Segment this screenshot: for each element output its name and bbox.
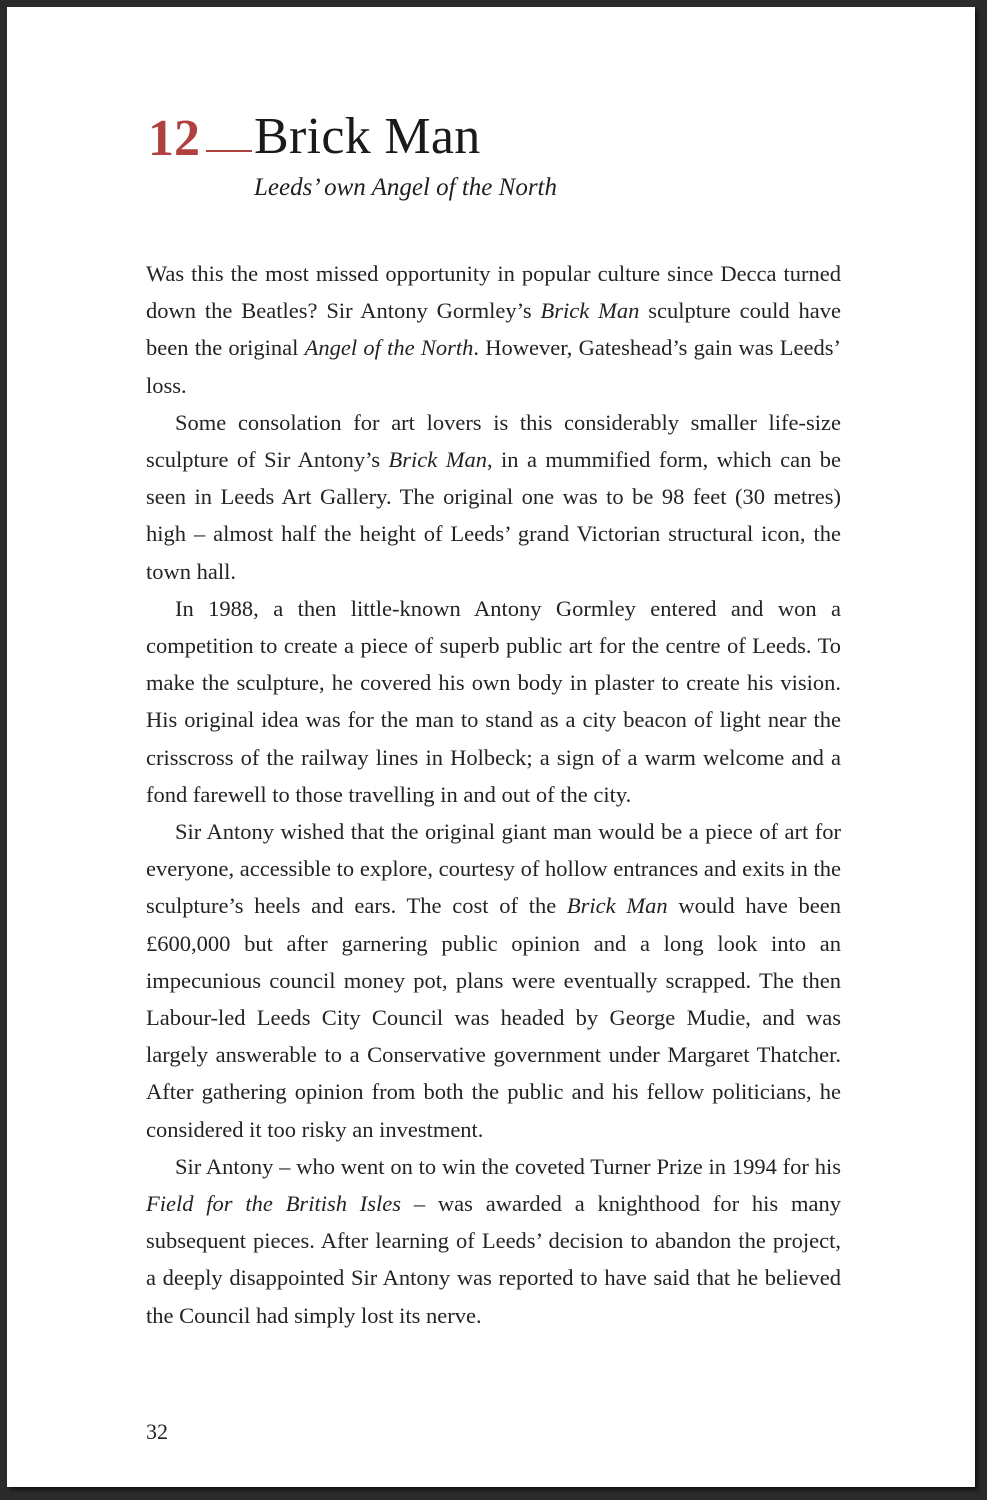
paragraph <box>146 1148 841 1334</box>
text-run: Sir Antony – who went on to win the coveted Turner Prize in 1994 for his <box>175 1153 841 1179</box>
italic-title-text: Brick Man <box>540 298 640 324</box>
text-run: Was this the most missed opportunity in popular culture since Decca turned down the Beatles? Sir Antony Gormley’s <box>146 261 841 324</box>
chapter-heading <box>148 105 848 215</box>
paragraph <box>146 255 841 404</box>
page-number: 32 <box>146 1419 168 1444</box>
text-run: . However, Gateshead’s gain was Leeds’ loss. <box>146 335 841 398</box>
chapter-rule-divider <box>206 150 252 152</box>
body-text <box>146 255 841 1334</box>
book-page <box>7 7 975 1487</box>
text-run: – was awarded a knighthood for his many subsequent pieces. After learning of Leeds’ decision to abandon the project, a deeply disappointed Sir Antony was reported to have said that he believed the Council had simply lost its nerve. <box>146 1191 841 1328</box>
italic-title-text: Angel of the North <box>304 335 474 361</box>
chapter-title: Brick Man <box>254 108 481 165</box>
text-run: would have been £600,000 but after garnering public opinion and a long look into an impecunious council money pot, plans were eventually scrapped. The then Labour-led Leeds City Council was headed by George Mudie, and was largely answerable to a Conservative government under Margaret Thatcher. After gathering opinion from both the public and his fellow politicians, he considered it too risky an investment. <box>146 893 842 1142</box>
italic-title-text: Brick Man <box>566 893 668 919</box>
paragraph <box>146 404 841 590</box>
chapter-number: 12 <box>148 110 200 167</box>
paragraph <box>146 590 841 813</box>
paragraph <box>146 813 841 1148</box>
text-run: Some consolation for art lovers is this considerably smaller life-size sculpture of Sir Antony’s <box>146 409 841 473</box>
italic-title-text: Field for the British Isles <box>146 1191 402 1217</box>
italic-title-text: Brick Man <box>388 447 487 473</box>
text-run: Sir Antony wished that the original giant man would be a piece of art for everyone, accessible to explore, courtesy of hollow entrances and exits in the sculpture’s heels and ears. The cost of the <box>146 819 841 919</box>
text-run: , in a mummified form, which can be seen in Leeds Art Gallery. The original one was to be 98 feet (30 metres) high – almost half the height of Leeds’ grand Victorian structural icon, the town hall. <box>146 447 842 584</box>
text-run: In 1988, a then little-known Antony Gormley entered and won a competition to create a piece of superb public art for the centre of Leeds. To make the sculpture, he covered his own body in plaster to create his vision. His original idea was for the man to stand as a city beacon of light near the crisscross of the railway lines in Holbeck; a sign of a warm welcome and a fond farewell to those travelling in and out of the city. <box>146 595 841 807</box>
text-run: sculpture could have been the original <box>146 298 842 361</box>
chapter-subtitle: Leeds’ own Angel of the North <box>254 174 558 201</box>
